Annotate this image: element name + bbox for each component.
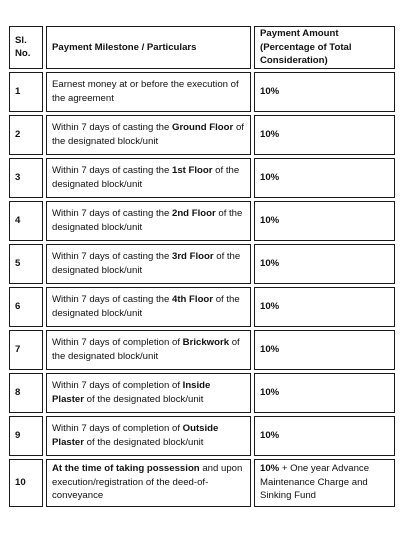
table-row bbox=[9, 459, 395, 507]
milestone-cell bbox=[46, 72, 251, 112]
amount-cell bbox=[254, 201, 395, 241]
milestone-cell bbox=[46, 330, 251, 370]
milestone-highlight: Outside Plaster bbox=[52, 423, 219, 448]
milestone-highlight: At the time of taking possession bbox=[52, 463, 200, 475]
milestone-highlight: Brickwork bbox=[182, 337, 230, 348]
milestone-highlight: 2nd Floor bbox=[171, 208, 216, 219]
amount-cell bbox=[254, 287, 395, 327]
row-number: 5 bbox=[9, 244, 43, 284]
milestone-highlight: Inside Plaster bbox=[52, 380, 211, 405]
amount-value: 10% bbox=[260, 214, 280, 226]
table-row bbox=[9, 287, 395, 327]
row-number: 6 bbox=[9, 287, 43, 327]
table-row bbox=[9, 373, 395, 413]
milestone-text-rest: of the designated block/unit bbox=[52, 251, 241, 276]
row-number: 9 bbox=[9, 416, 43, 456]
table-row bbox=[9, 244, 395, 284]
milestone-cell bbox=[46, 373, 251, 413]
amount-cell bbox=[254, 373, 395, 413]
milestone-text-rest: and upon execution/registration of the deed-of-conveyance bbox=[52, 463, 243, 502]
amount-value: 10% bbox=[260, 463, 280, 475]
milestone-text-rest: of the designated block/unit bbox=[84, 393, 204, 405]
header-amount: Payment Amount (Percentage of Total Consideration) bbox=[254, 26, 395, 69]
amount-value: 10% bbox=[260, 171, 280, 183]
amount-value: 10% bbox=[260, 257, 280, 269]
milestone-text-rest: of the designated block/unit bbox=[52, 337, 240, 362]
amount-cell bbox=[254, 459, 395, 507]
table-row bbox=[9, 330, 395, 370]
milestone-cell bbox=[46, 459, 251, 507]
amount-value: 10% bbox=[260, 343, 280, 355]
amount-value: 10% bbox=[260, 300, 280, 312]
milestone-highlight: 4th Floor bbox=[171, 294, 214, 305]
row-number: 7 bbox=[9, 330, 43, 370]
row-number: 1 bbox=[9, 72, 43, 112]
milestone-text: Within 7 days of casting the bbox=[52, 251, 172, 262]
header-sl-no: Sl. No. bbox=[9, 26, 43, 69]
milestone-text: Within 7 days of casting the bbox=[52, 294, 172, 305]
amount-value: 10% bbox=[260, 128, 280, 140]
amount-value: 10% bbox=[260, 429, 280, 441]
header-milestone: Payment Milestone / Particulars bbox=[46, 26, 251, 69]
milestone-cell bbox=[46, 115, 251, 155]
milestone-cell bbox=[46, 287, 251, 327]
milestone-text-rest: of the designated block/unit bbox=[52, 294, 240, 319]
milestone-text: Within 7 days of completion of bbox=[52, 380, 183, 391]
row-number: 3 bbox=[9, 158, 43, 198]
amount-cell bbox=[254, 416, 395, 456]
milestone-text: Earnest money at or before the execution of the agreement bbox=[52, 79, 239, 104]
milestone-text: Within 7 days of completion of bbox=[52, 337, 183, 348]
milestone-text: Within 7 days of casting the bbox=[52, 208, 172, 219]
table-row bbox=[9, 115, 395, 155]
milestone-text-rest: of the designated block/unit bbox=[52, 165, 240, 190]
row-number: 2 bbox=[9, 115, 43, 155]
row-number: 10 bbox=[9, 459, 43, 507]
amount-cell bbox=[254, 330, 395, 370]
milestone-cell bbox=[46, 201, 251, 241]
amount-cell bbox=[254, 244, 395, 284]
row-number: 4 bbox=[9, 201, 43, 241]
row-number: 8 bbox=[9, 373, 43, 413]
table-row bbox=[9, 416, 395, 456]
milestone-text-rest: of the designated block/unit bbox=[52, 208, 243, 233]
milestone-text: Within 7 days of casting the bbox=[52, 122, 172, 133]
table-row bbox=[9, 158, 395, 198]
amount-cell bbox=[254, 72, 395, 112]
milestone-cell bbox=[46, 244, 251, 284]
milestone-highlight: Ground Floor bbox=[171, 122, 234, 133]
milestone-cell bbox=[46, 416, 251, 456]
amount-value: 10% bbox=[260, 386, 280, 398]
table-row bbox=[9, 72, 395, 112]
table-header-row bbox=[9, 26, 395, 69]
amount-cell bbox=[254, 158, 395, 198]
milestone-highlight: 1st Floor bbox=[171, 165, 213, 176]
payment-schedule-table bbox=[6, 23, 398, 510]
milestone-text: Within 7 days of casting the bbox=[52, 165, 172, 176]
table-row bbox=[9, 201, 395, 241]
milestone-text-rest: of the designated block/unit bbox=[84, 436, 204, 448]
amount-cell bbox=[254, 115, 395, 155]
milestone-cell bbox=[46, 158, 251, 198]
amount-value: 10% bbox=[260, 85, 280, 97]
amount-extra: + One year Advance Maintenance Charge and Sinking Fund bbox=[260, 463, 370, 502]
milestone-text: Within 7 days of completion of bbox=[52, 423, 183, 434]
milestone-highlight: 3rd Floor bbox=[171, 251, 214, 262]
milestone-text-rest: of the designated block/unit bbox=[52, 122, 244, 147]
